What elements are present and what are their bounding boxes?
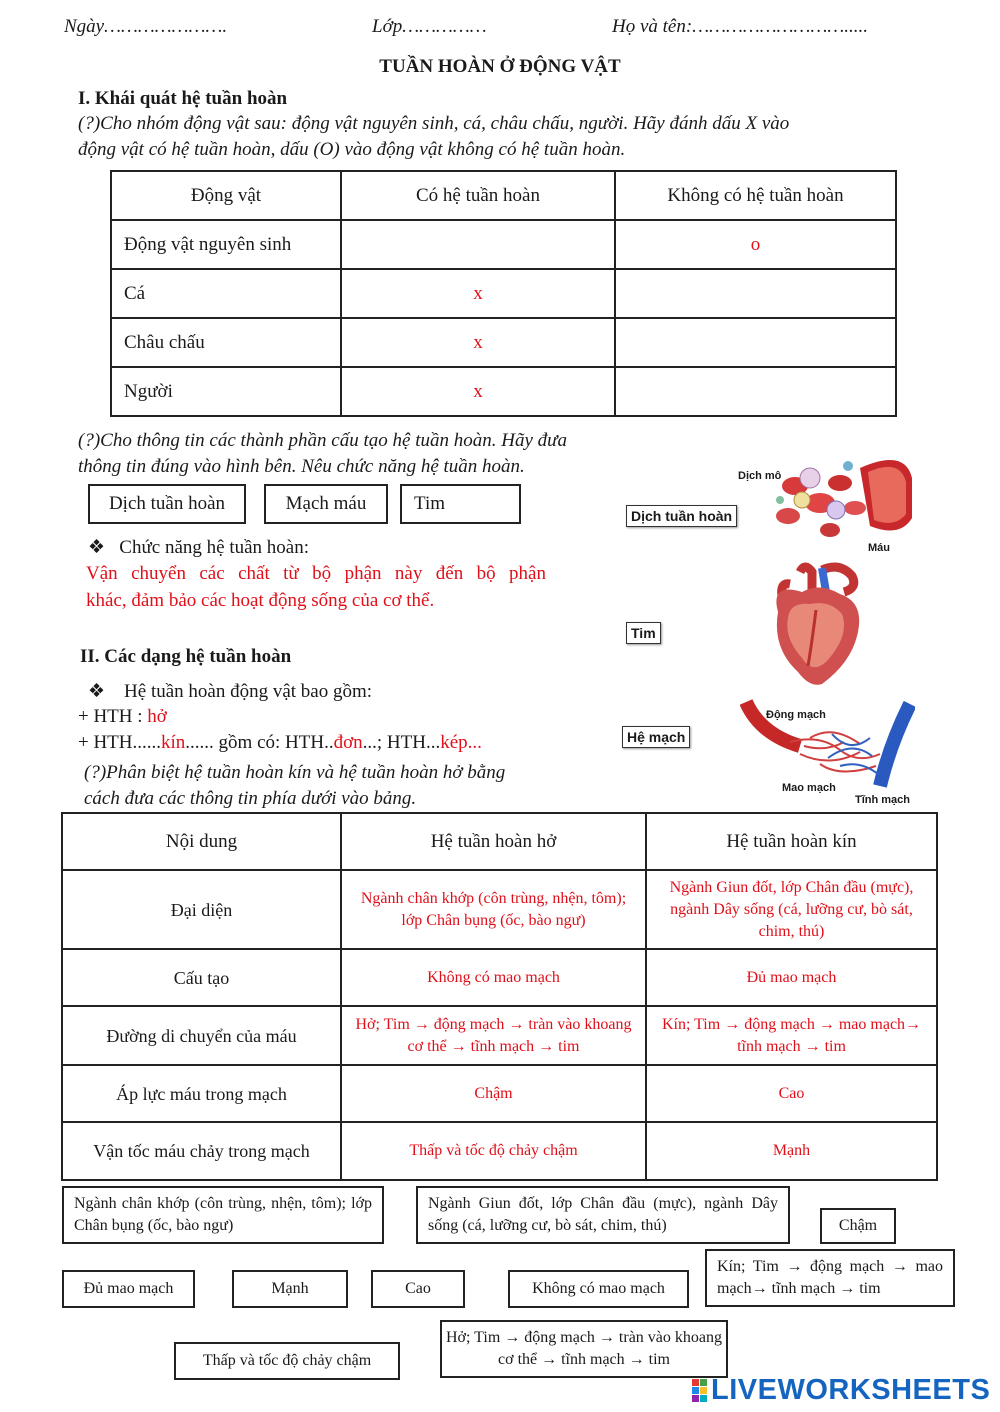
types-line-1: [78, 706, 167, 728]
caption-vein: Tĩnh mạch: [855, 794, 911, 806]
option-heart[interactable]: Tim: [400, 484, 521, 524]
function-label: [88, 536, 309, 559]
question-1-line-2: động vật có hệ tuần hoàn, dấu (O) vào động vật không có hệ tuần hoàn.: [78, 139, 626, 160]
no-system-cell[interactable]: [615, 318, 896, 367]
diamond-bullet-icon: ❖: [88, 537, 106, 558]
header-animal: Động vật: [111, 171, 341, 220]
header-content: Nội dung: [62, 813, 341, 870]
answer-box-arthropods[interactable]: Ngành chân khớp (côn trùng, nhện, tôm); lớp Chân bụng (ốc, bào ngư): [62, 1186, 384, 1244]
caption-blood: Máu: [868, 542, 890, 554]
table-row: [111, 220, 896, 269]
open-cell[interactable]: Ngành chân khớp (côn trùng, nhện, tôm); lớp Chân bụng (ốc, bào ngư): [341, 870, 646, 949]
animal-cell: Động vật nguyên sinh: [111, 220, 341, 269]
question-3-line-1: (?)Phân biệt hệ tuần hoàn kín và hệ tuần hoàn hở bằng: [84, 762, 506, 783]
liveworksheets-logo: [692, 1374, 990, 1407]
answer-open[interactable]: hở: [147, 706, 167, 727]
function-answer-line-2: khác, đảm bảo các hoạt động sống của cơ thể.: [86, 590, 435, 611]
table-circulation-comparison: [61, 812, 938, 1181]
answer-box-open-path[interactable]: Hở; Tim → động mạch → tràn vào khoang cơ thể → tĩnh mạch → tim: [440, 1320, 728, 1378]
has-system-cell[interactable]: x: [341, 367, 615, 416]
logo-text: LIVEWORKSHEETS: [711, 1374, 991, 1406]
animal-cell: Người: [111, 367, 341, 416]
closed-cell[interactable]: Ngành Giun đốt, lớp Chân đầu (mực), ngành Dây sống (cá, lưỡng cư, bò sát, chim, thú): [646, 870, 937, 949]
answer-box-full-capillaries[interactable]: Đủ mao mạch: [62, 1270, 195, 1308]
closed-cell[interactable]: Cao: [646, 1065, 937, 1122]
topic-cell: Áp lực máu trong mạch: [62, 1065, 341, 1122]
class-field: Lớp……………: [372, 16, 487, 37]
answer-single[interactable]: đơn: [333, 732, 363, 753]
answer-box-slow[interactable]: Chậm: [820, 1208, 896, 1244]
closed-cell[interactable]: Mạnh: [646, 1122, 937, 1180]
no-system-cell[interactable]: [615, 269, 896, 318]
date-field: Ngày………………….: [64, 16, 228, 37]
answer-box-high[interactable]: Cao: [371, 1270, 465, 1308]
header-has-system: Có hệ tuần hoàn: [341, 171, 615, 220]
question-1-line-1: (?)Cho nhóm động vật sau: động vật nguyên sinh, cá, châu chấu, người. Hãy đánh dấu X vào: [78, 113, 790, 134]
answer-box-no-capillaries[interactable]: Không có mao mạch: [508, 1270, 689, 1308]
animal-cell: Cá: [111, 269, 341, 318]
caption-tissue-fluid: Dịch mô: [738, 470, 782, 482]
header-no-system: Không có hệ tuần hoàn: [615, 171, 896, 220]
types-line-2-c: ...... gồm có: HTH..: [185, 732, 334, 753]
has-system-cell[interactable]: [341, 220, 615, 269]
function-answer-line-1: Vận chuyển các chất từ bộ phận này đến bộ phận: [86, 563, 546, 584]
answer-box-low-speed[interactable]: Thấp và tốc độ chảy chậm: [174, 1342, 400, 1380]
types-line-2-e: ...; HTH...: [362, 732, 441, 753]
no-system-cell[interactable]: o: [615, 220, 896, 269]
question-2-line-1: (?)Cho thông tin các thành phần cấu tạo hệ tuần hoàn. Hãy đưa: [78, 430, 567, 451]
table-row: [111, 318, 896, 367]
figure-label-circulatory-fluid[interactable]: Dịch tuần hoàn: [626, 505, 737, 527]
option-circulatory-fluid[interactable]: Dịch tuần hoàn: [88, 484, 246, 524]
answer-double[interactable]: kép...: [440, 732, 482, 753]
logo-mark-icon: [692, 1379, 707, 1402]
option-blood-vessels[interactable]: Mạch máu: [264, 484, 388, 524]
table-header-row: [111, 171, 896, 220]
function-label-text: Chức năng hệ tuần hoàn:: [119, 537, 309, 558]
table-row: [111, 269, 896, 318]
header-closed-system: Hệ tuần hoàn kín: [646, 813, 937, 870]
table-row: [62, 870, 937, 949]
types-line-1-prefix: + HTH :: [78, 706, 148, 727]
types-line-2: [78, 732, 482, 754]
topic-cell: Đại diện: [62, 870, 341, 949]
question-3-line-2: cách đưa các thông tin phía dưới vào bảng.: [84, 788, 417, 809]
answer-box-closed-path[interactable]: Kín; Tim → động mạch → mao mạch→ tĩnh mạch → tim: [705, 1249, 955, 1307]
section-1-heading: I. Khái quát hệ tuần hoàn: [78, 88, 288, 109]
types-line-2-a: + HTH......: [78, 732, 162, 753]
answer-box-annelids[interactable]: Ngành Giun đốt, lớp Chân đầu (mực), ngành Dây sống (cá, lưỡng cư, bò sát, chim, thú): [416, 1186, 790, 1244]
animal-cell: Châu chấu: [111, 318, 341, 367]
table-row: [62, 1122, 937, 1180]
closed-cell[interactable]: Kín; Tim → động mạch → mao mạch→ tĩnh mạch → tim: [646, 1006, 937, 1065]
types-bullet: [88, 680, 372, 703]
table-header-row: [62, 813, 937, 870]
topic-cell: Đường di chuyển của máu: [62, 1006, 341, 1065]
heart-icon: [760, 562, 870, 690]
open-cell[interactable]: Chậm: [341, 1065, 646, 1122]
open-cell[interactable]: Hở; Tim → động mạch → tràn vào khoang cơ thể → tĩnh mạch → tim: [341, 1006, 646, 1065]
header-open-system: Hệ tuần hoàn hở: [341, 813, 646, 870]
table-row: [62, 1006, 937, 1065]
no-system-cell[interactable]: [615, 367, 896, 416]
types-bullet-text: Hệ tuần hoàn động vật bao gồm:: [124, 681, 373, 702]
question-2-line-2: thông tin đúng vào hình bên. Nêu chức năng hệ tuần hoàn.: [78, 456, 525, 477]
table-row: [111, 367, 896, 416]
figure-label-vessel-system[interactable]: Hệ mạch: [622, 726, 690, 748]
section-2-heading: II. Các dạng hệ tuần hoàn: [80, 646, 292, 667]
topic-cell: Vận tốc máu chảy trong mạch: [62, 1122, 341, 1180]
caption-capillary: Mao mạch: [782, 782, 836, 794]
topic-cell: Cấu tạo: [62, 949, 341, 1006]
caption-artery: Động mạch: [766, 709, 826, 721]
table-row: [62, 949, 937, 1006]
page-title: TUẦN HOÀN Ở ĐỘNG VẬT: [379, 56, 621, 77]
answer-closed[interactable]: kín: [161, 732, 186, 753]
figure-label-heart[interactable]: Tim: [626, 622, 661, 644]
has-system-cell[interactable]: x: [341, 318, 615, 367]
table-circulation-presence: [110, 170, 897, 417]
has-system-cell[interactable]: x: [341, 269, 615, 318]
table-row: [62, 1065, 937, 1122]
answer-box-strong[interactable]: Mạnh: [232, 1270, 348, 1308]
closed-cell[interactable]: Đủ mao mạch: [646, 949, 937, 1006]
diamond-bullet-icon: ❖: [88, 681, 106, 702]
open-cell[interactable]: Thấp và tốc độ chảy chậm: [341, 1122, 646, 1180]
name-field: Họ và tên:……………………….....: [612, 16, 868, 37]
open-cell[interactable]: Không có mao mạch: [341, 949, 646, 1006]
